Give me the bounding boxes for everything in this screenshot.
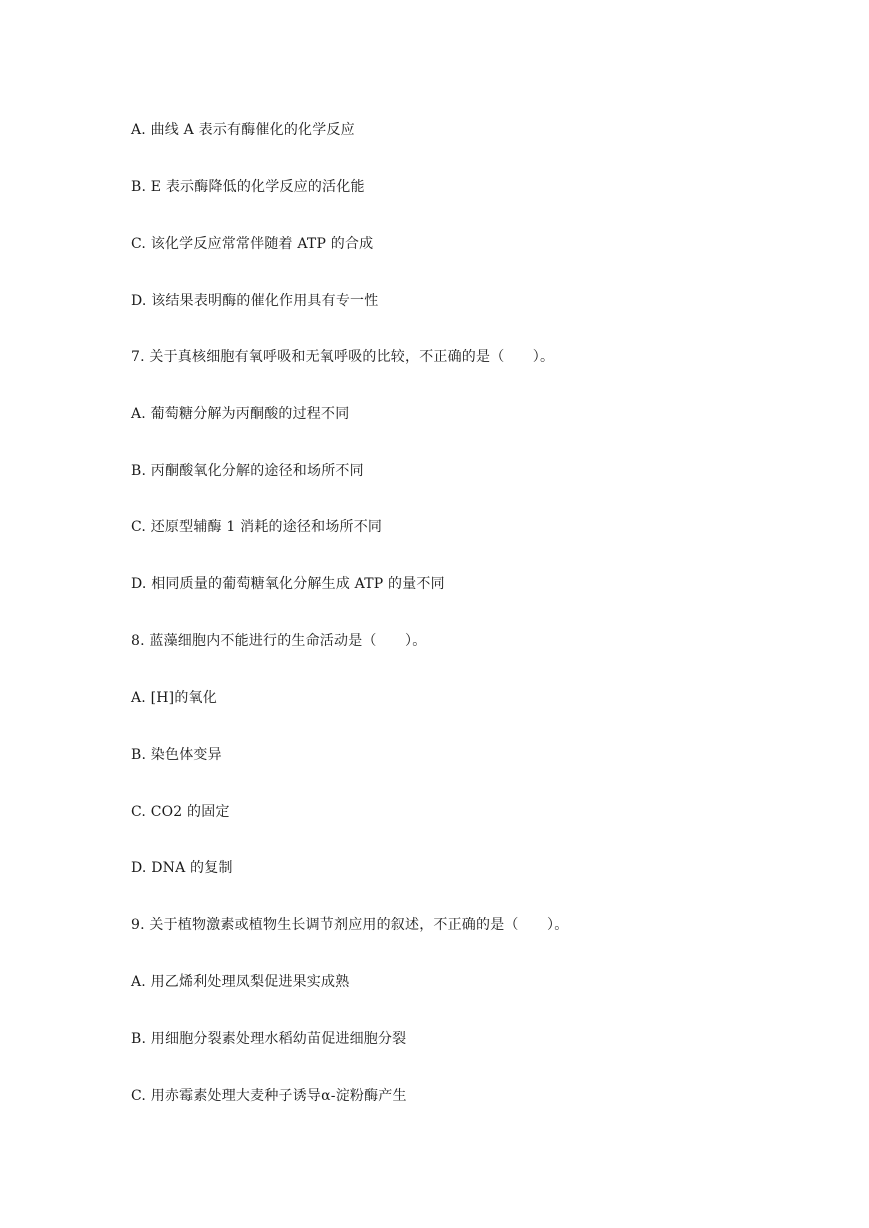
option-a-q6: A. 曲线 A 表示有酶催化的化学反应 <box>131 122 355 138</box>
question-8: 8. 蓝藻细胞内不能进行的生命活动是（ ）。 <box>131 633 427 649</box>
option-d-q6: D. 该结果表明酶的催化作用具有专一性 <box>131 293 379 309</box>
option-b-q7: B. 丙酮酸氧化分解的途径和场所不同 <box>131 463 364 479</box>
option-c-q8: C. CO2 的固定 <box>131 804 230 820</box>
option-b-q9: B. 用细胞分裂素处理水稻幼苗促进细胞分裂 <box>131 1031 407 1047</box>
option-d-q8: D. DNA 的复制 <box>131 860 233 876</box>
option-c-q9: C. 用赤霉素处理大麦种子诱导α-淀粉酶产生 <box>131 1088 407 1104</box>
option-a-q7: A. 葡萄糖分解为丙酮酸的过程不同 <box>131 406 350 422</box>
option-a-q8: A. [H]的氧化 <box>131 690 217 706</box>
question-9: 9. 关于植物激素或植物生长调节剂应用的叙述，不正确的是（ ）。 <box>131 917 569 933</box>
option-b-q8: B. 染色体变异 <box>131 747 222 763</box>
option-b-q6: B. E 表示酶降低的化学反应的活化能 <box>131 179 365 195</box>
option-c-q7: C. 还原型辅酶 1 消耗的途径和场所不同 <box>131 519 383 535</box>
option-a-q9: A. 用乙烯利处理凤梨促进果实成熟 <box>131 974 350 990</box>
question-7: 7. 关于真核细胞有氧呼吸和无氧呼吸的比较，不正确的是（ ）。 <box>131 349 555 365</box>
option-d-q7: D. 相同质量的葡萄糖氧化分解生成 ATP 的量不同 <box>131 576 445 592</box>
option-c-q6: C. 该化学反应常常伴随着 ATP 的合成 <box>131 236 374 252</box>
